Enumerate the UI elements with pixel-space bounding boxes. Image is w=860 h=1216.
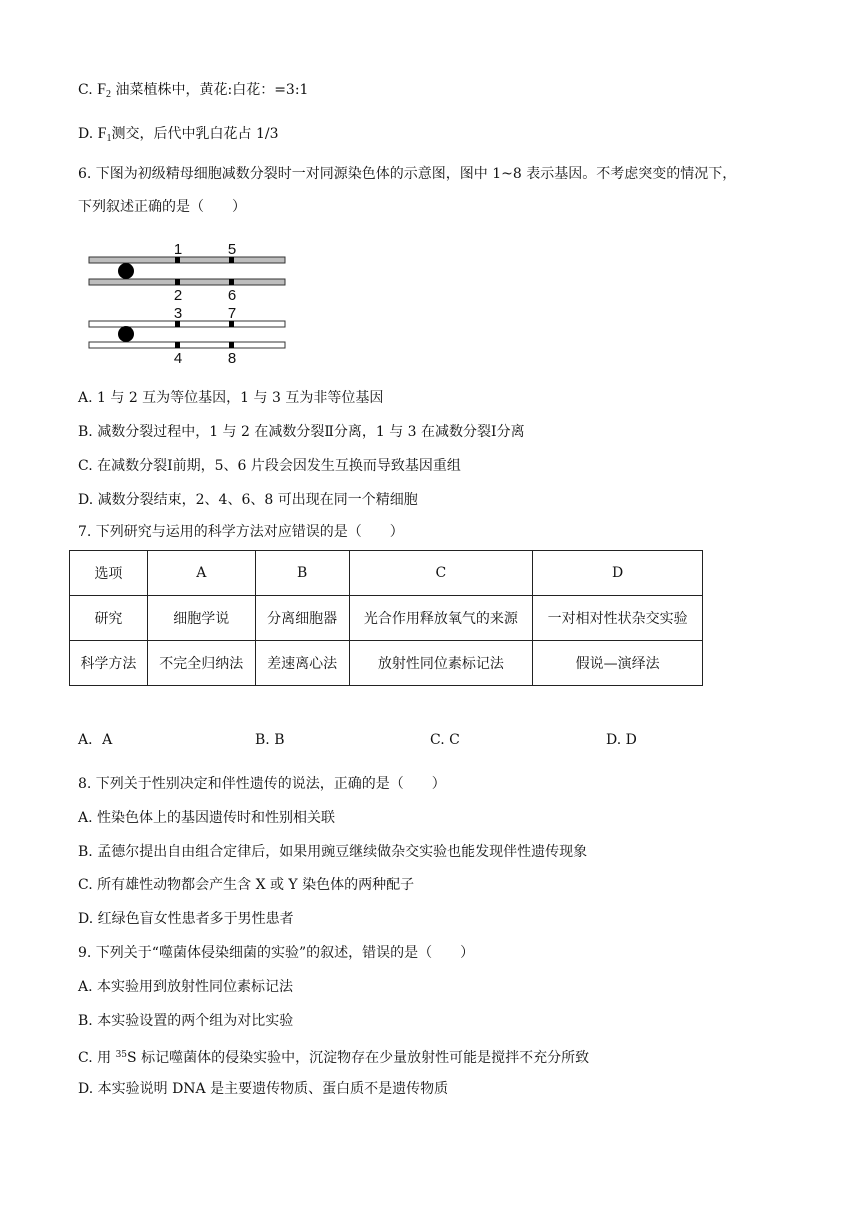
f1-symbol: $F_1$: [97, 125, 112, 144]
q6-option-c: C. 在减数分裂Ⅰ前期，5、6 片段会因发生互换而导致基因重组: [78, 458, 461, 474]
q6-stem-line2: 下列叙述正确的是（ ）: [78, 199, 246, 215]
q9-option-d: D. 本实验说明 DNA 是主要遗传物质、蛋白质不是遗传物质: [78, 1081, 449, 1097]
chromatid-1: [89, 257, 285, 263]
q8-option-d: D. 红绿色盲女性患者多于男性患者: [78, 911, 294, 927]
q9-option-c: C. 用 $^{35}$S 标记噬菌体的侵染实验中，沉淀物存在少量放射性可能是搅拌不充分所致: [78, 1050, 590, 1066]
table-cell: 细胞学说: [147, 596, 255, 641]
gene-label-7: 7: [227, 305, 237, 322]
table-cell: 不完全归纳法: [147, 641, 255, 686]
gene-label-1: 1: [173, 241, 183, 258]
table-cell: A: [147, 551, 255, 596]
table-cell: 分离细胞器: [255, 596, 349, 641]
gene-label-3: 3: [173, 305, 183, 322]
chromosome-diagram: [86, 238, 290, 364]
q7-table: [69, 550, 703, 686]
q8-option-b: B. 孟德尔提出自由组合定律后，如果用豌豆继续做杂交实验也能发现伴性遗传现象: [78, 844, 588, 860]
gene-label-4: 4: [173, 350, 183, 364]
q8-option-c: C. 所有雄性动物都会产生含 X 或 Y 染色体的两种配子: [78, 877, 415, 893]
table-cell: 假说—演绎法: [533, 641, 703, 686]
gene-label-5: 5: [227, 241, 237, 258]
q5-option-d: D. $F_1$测交，后代中乳白花占 1/3: [78, 125, 279, 144]
table-row: [70, 641, 703, 686]
chromatid-3: [89, 321, 285, 327]
gene-locus-4: [175, 342, 180, 348]
table-cell: 一对相对性状杂交实验: [533, 596, 703, 641]
table-cell: D: [533, 551, 703, 596]
q9-option-a: A. 本实验用到放射性同位素标记法: [78, 979, 294, 995]
q8-option-a: A. 性染色体上的基因遗传时和性别相关联: [78, 810, 336, 826]
q7-answer-d: D. D: [606, 732, 637, 748]
q8-stem: 8. 下列关于性别决定和伴性遗传的说法，正确的是（ ）: [78, 776, 446, 792]
q7-answer-b: B. B: [255, 732, 285, 748]
table-cell: 差速离心法: [255, 641, 349, 686]
q6-option-b: B. 减数分裂过程中，1 与 2 在减数分裂Ⅱ分离，1 与 3 在减数分裂Ⅰ分离: [78, 424, 525, 440]
gene-label-2: 2: [173, 287, 183, 304]
chromatid-2: [89, 279, 285, 285]
chromatid-4: [89, 342, 285, 348]
f2-symbol: $F_2$: [97, 81, 112, 100]
gene-locus-2: [175, 279, 180, 285]
q7-answer-a: A．A: [78, 732, 113, 748]
q7-answer-c: C. C: [430, 732, 460, 748]
table-cell: 科学方法: [70, 641, 148, 686]
table-cell: 选项: [70, 551, 148, 596]
q6-option-d: D. 减数分裂结束，2、4、6、8 可出现在同一个精细胞: [78, 492, 418, 508]
q5-option-c: C. $F_2$ 油菜植株中，黄花:白花：=3:1: [78, 81, 309, 100]
table-cell: 放射性同位素标记法: [349, 641, 533, 686]
table-cell: C: [349, 551, 533, 596]
table-row: [70, 551, 703, 596]
q9-option-b: B. 本实验设置的两个组为对比实验: [78, 1013, 294, 1029]
table-cell: 研究: [70, 596, 148, 641]
q6-stem-line1: 6. 下图为初级精母细胞减数分裂时一对同源染色体的示意图，图中 1~8 表示基因。不考虑突变的情况下，: [78, 166, 737, 182]
q6-option-a: A. 1 与 2 互为等位基因，1 与 3 互为非等位基因: [78, 390, 384, 406]
centromere-2: [118, 326, 134, 342]
gene-label-8: 8: [227, 350, 237, 364]
table-cell: 光合作用释放氧气的来源: [349, 596, 533, 641]
gene-locus-8: [229, 342, 234, 348]
q7-stem: 7. 下列研究与运用的科学方法对应错误的是（ ）: [78, 524, 404, 540]
table-cell: B: [255, 551, 349, 596]
gene-locus-6: [229, 279, 234, 285]
isotope-superscript: 35: [115, 1050, 128, 1060]
table-row: [70, 596, 703, 641]
gene-label-6: 6: [227, 287, 237, 304]
q9-stem: 9. 下列关于“噬菌体侵染细菌的实验”的叙述，错误的是（ ）: [78, 945, 475, 961]
centromere-1: [118, 263, 134, 279]
